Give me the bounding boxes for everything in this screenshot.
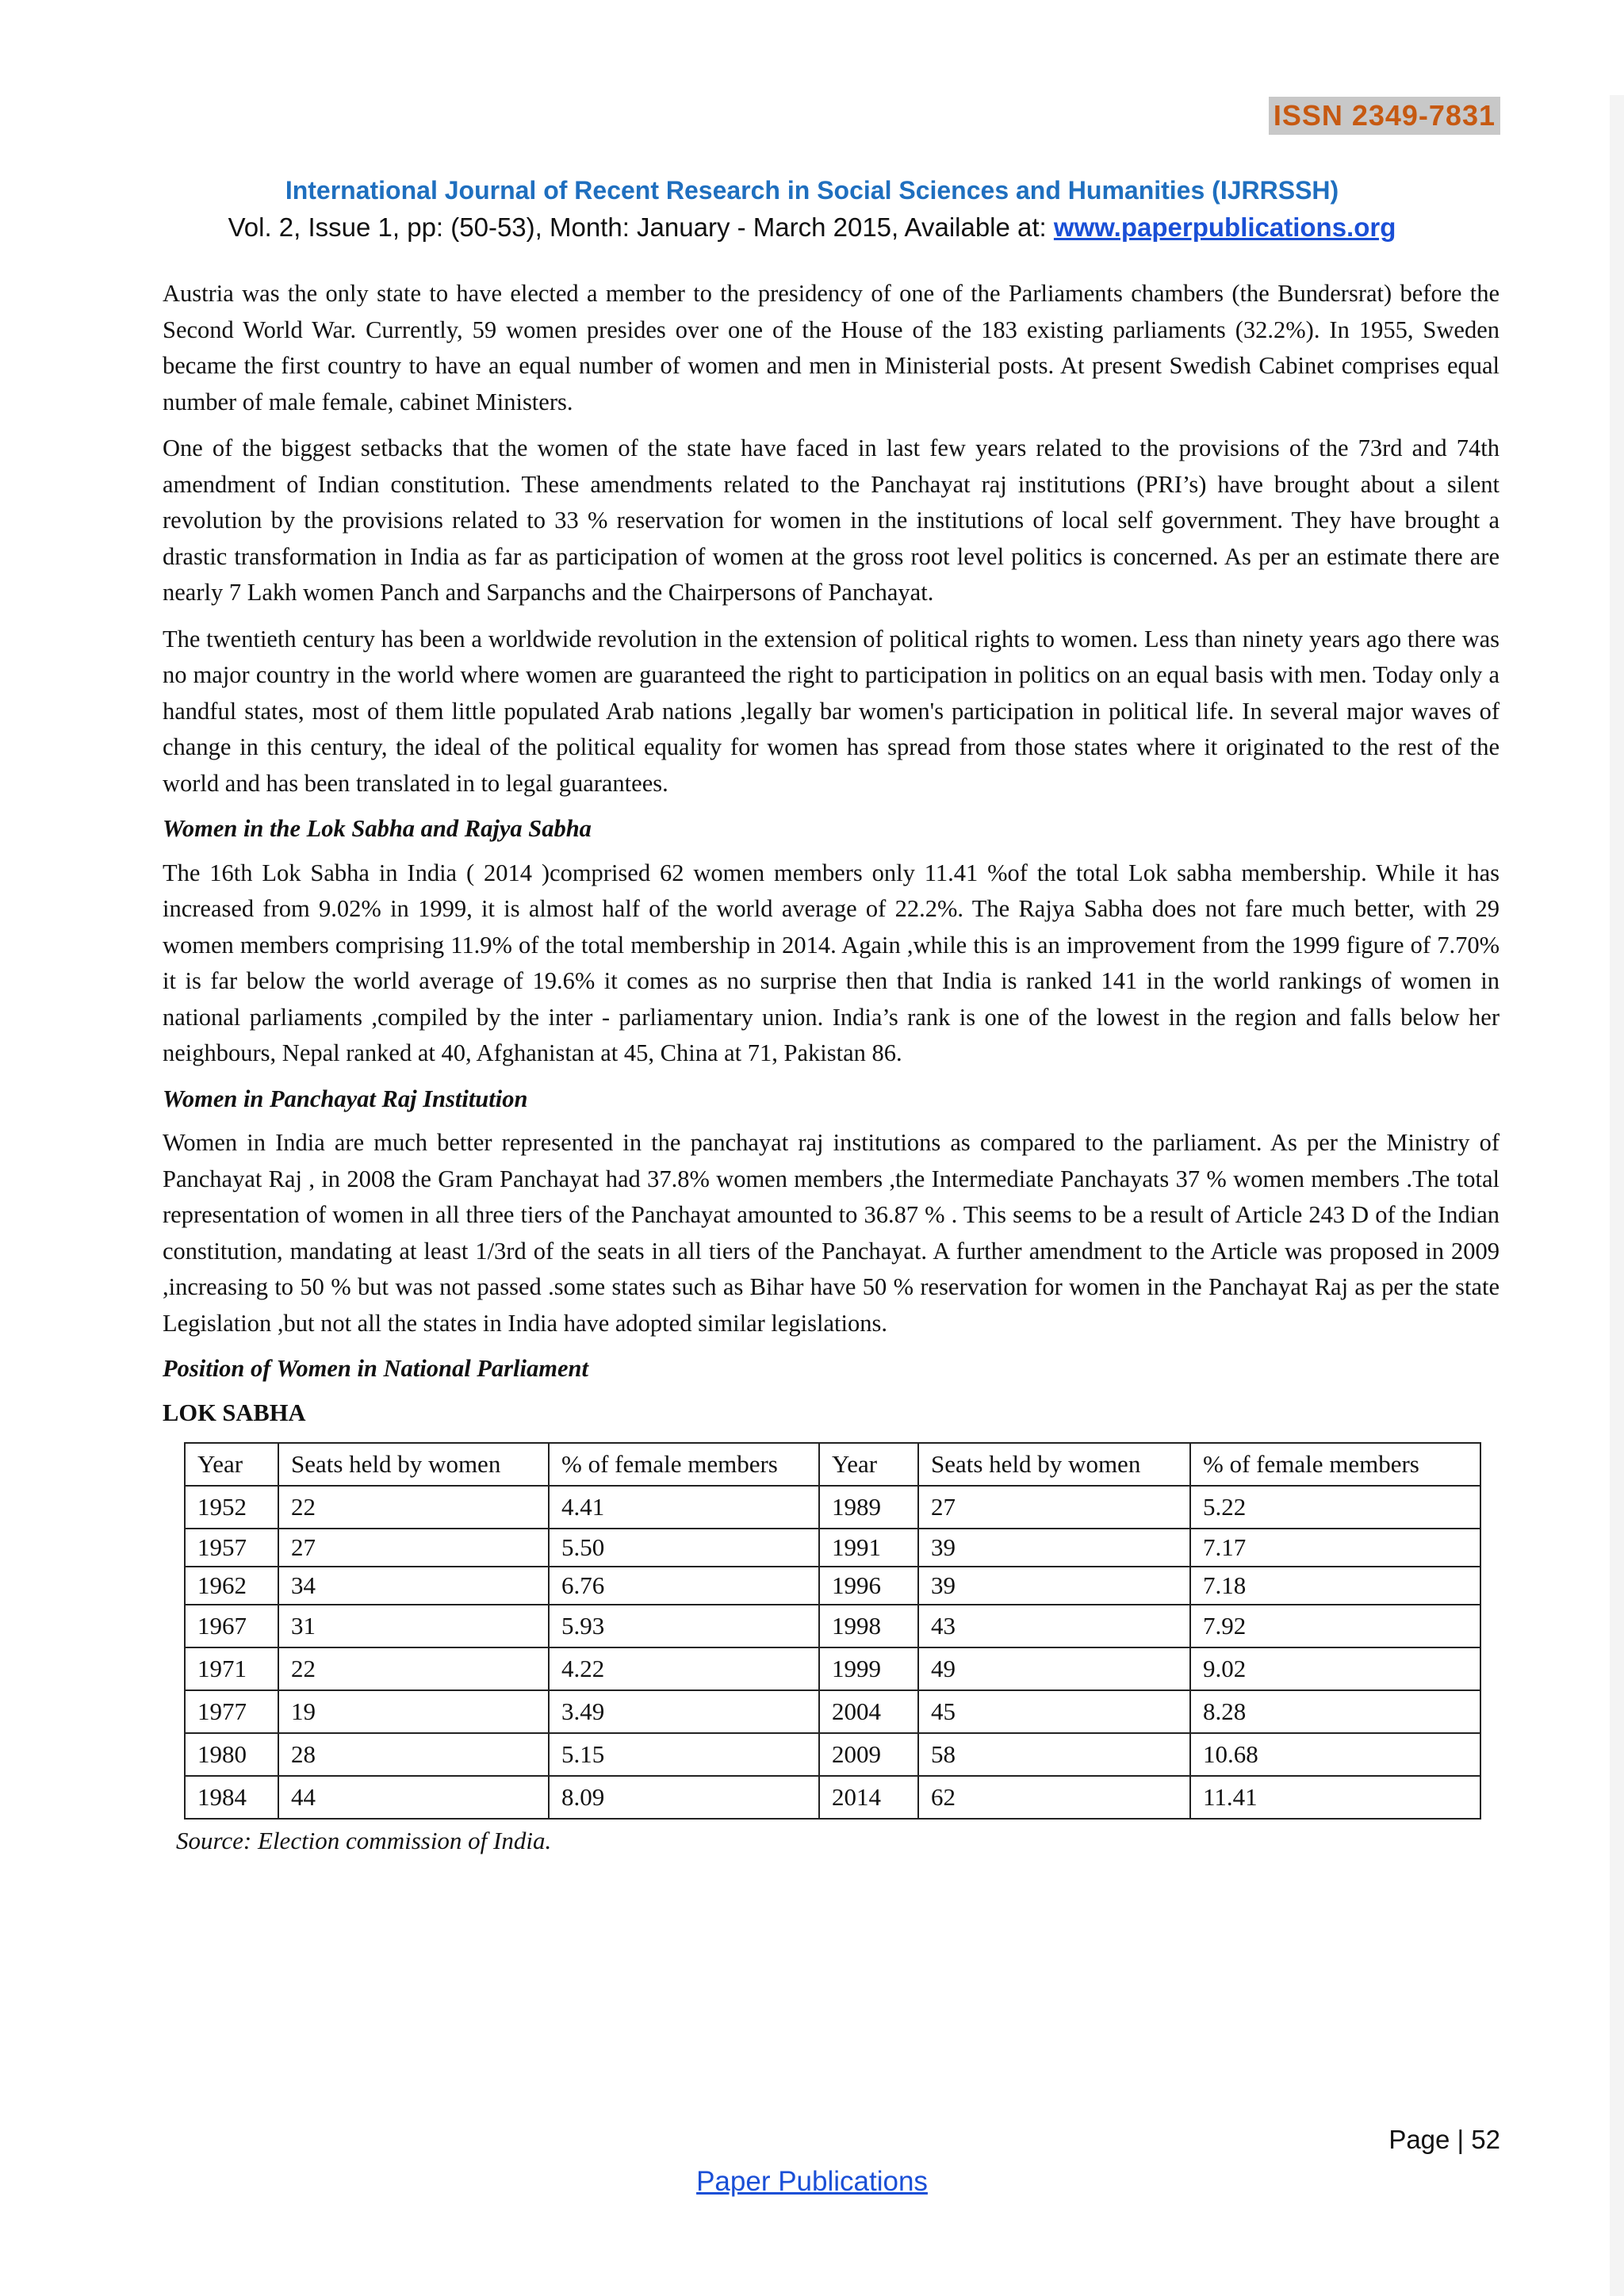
cell-year: 1971: [185, 1647, 278, 1690]
cell-seats: 27: [918, 1486, 1190, 1529]
cell-year: 1991: [819, 1529, 918, 1567]
cell-percent: 11.41: [1190, 1776, 1480, 1819]
paragraph-twentieth-century: The twentieth century has been a worldwide revolution in the extension of political rights to women. Less than ninety years ago there was no major country in the world where women are guaranteed the right to participation in politics on an equal basis with men. Today only a handful states, most of them little populated Arab nations ,legally bar women's participation in political life. In several major waves of change in this century, the ideal of the political equality for women has spread from those states where it originated to the rest of the world and has been translated in to legal guarantees.: [163, 625, 1500, 797]
cell-seats: 39: [918, 1529, 1190, 1567]
cell-year: 2014: [819, 1776, 918, 1819]
cell-year: 2004: [819, 1690, 918, 1733]
table-source: Source: Election commission of India.: [176, 1827, 552, 1854]
cell-year: 1977: [185, 1690, 278, 1733]
section-heading-panchayat: Women in Panchayat Raj Institution: [163, 1085, 528, 1112]
cell-year: 1957: [185, 1529, 278, 1567]
header-year: Year: [819, 1443, 918, 1486]
cell-percent: 7.92: [1190, 1605, 1480, 1647]
cell-year: 1980: [185, 1733, 278, 1776]
table-header-row: [185, 1443, 1480, 1486]
cell-percent: 9.02: [1190, 1647, 1480, 1690]
cell-seats: 22: [278, 1647, 549, 1690]
header-year: Year: [185, 1443, 278, 1486]
paragraph-panchayat: Women in India are much better represented in the panchayat raj institutions as compared to the parliament. As per the Ministry of Panchayat Raj , in 2008 the Gram Panchayat had 37.8% women members ,the Intermediate Panchayats 37 % women members .The total representation of women in all three tiers of the Panchayat amounted to 36.87 % . This seems to be a result of Article 243 D of the Indian constitution, mandating at least 1/3rd of the seats in all tiers of the Panchayat. A further amendment to the Article was proposed in 2009 ,increasing to 50 % but was not passed .some states such as Bihar have 50 % reservation for women in the Panchayat Raj as per the state Legislation ,but not all the states in India have adopted similar legislations.: [163, 1129, 1500, 1337]
issn-badge: ISSN 2349-7831: [1269, 97, 1500, 135]
article-body: [163, 276, 1500, 1859]
table-row: [185, 1690, 1480, 1733]
paragraph-lok-sabha: The 16th Lok Sabha in India ( 2014 )comprised 62 women members only 11.41 %of the total Lok sabha membership. While it has increased from 9.02% in 1999, it is almost half of the world average of 22.2%. The Rajya Sabha does not fare much better, with 29 women members comprising 11.9% of the total membership in 2014. Again ,while this is an improvement from the 1999 figure of 7.70% it is far below the world average of 19.6% it comes as no surprise then that India is ranked 141 in the world rankings of women in national parliaments ,compiled by the inter - parliamentary union. India’s rank is one of the lowest in the region and falls below her neighbours, Nepal ranked at 40, Afghanistan at 45, China at 71, Pakistan 86.: [163, 859, 1500, 1066]
cell-percent: 6.76: [549, 1567, 819, 1605]
cell-seats: 45: [918, 1690, 1190, 1733]
cell-seats: 49: [918, 1647, 1190, 1690]
publisher-link[interactable]: Paper Publications: [696, 2166, 928, 2197]
lok-sabha-table: [184, 1442, 1481, 1820]
cell-percent: 5.22: [1190, 1486, 1480, 1529]
cell-year: 1999: [819, 1647, 918, 1690]
cell-percent: 3.49: [549, 1690, 819, 1733]
cell-year: 1952: [185, 1486, 278, 1529]
cell-seats: 34: [278, 1567, 549, 1605]
cell-year: 2009: [819, 1733, 918, 1776]
cell-percent: 5.50: [549, 1529, 819, 1567]
cell-seats: 44: [278, 1776, 549, 1819]
cell-percent: 8.09: [549, 1776, 819, 1819]
cell-percent: 5.15: [549, 1733, 819, 1776]
paragraph-setbacks: One of the biggest setbacks that the women of the state have faced in last few years related to the provisions of the 73rd and 74th amendment of Indian constitution. These amendments related to the Panchayat raj institutions (PRI’s) have brought about a silent revolution by the provisions related to 33 % reservation for women in the institutions of local self government. They have brought a drastic transformation in India as far as participation of women at the gross root level politics is concerned. As per an estimate there are nearly 7 Lakh women Panch and Sarpanchs and the Chairpersons of Panchayat.: [163, 434, 1500, 606]
cell-seats: 39: [918, 1567, 1190, 1605]
header-seats: Seats held by women: [278, 1443, 549, 1486]
cell-year: 1967: [185, 1605, 278, 1647]
header-seats: Seats held by women: [918, 1443, 1190, 1486]
paragraph-austria: Austria was the only state to have elected a member to the presidency of one of the Parliaments chambers (the Bundersrat) before the Second World War. Currently, 59 women presides over one of the House of the 183 existing parliaments (32.2%). In 1955, Sweden became the first country to have an equal number of women and men in Ministerial posts. At present Swedish Cabinet comprises equal number of male female, cabinet Ministers.: [163, 280, 1500, 415]
table-title: LOK SABHA: [163, 1399, 306, 1426]
table-row: [185, 1605, 1480, 1647]
cell-seats: 31: [278, 1605, 549, 1647]
cell-seats: 19: [278, 1690, 549, 1733]
cell-seats: 43: [918, 1605, 1190, 1647]
page-edge-strip: [1610, 95, 1624, 2296]
volume-line: [0, 209, 1624, 246]
cell-percent: 8.28: [1190, 1690, 1480, 1733]
cell-year: 1989: [819, 1486, 918, 1529]
cell-seats: 58: [918, 1733, 1190, 1776]
cell-percent: 5.93: [549, 1605, 819, 1647]
header-percent: % of female members: [549, 1443, 819, 1486]
section-heading-lok-rajya-sabha: Women in the Lok Sabha and Rajya Sabha: [163, 815, 592, 842]
cell-year: 1962: [185, 1567, 278, 1605]
cell-year: 1998: [819, 1605, 918, 1647]
table-row: [185, 1529, 1480, 1567]
page-number: Page | 52: [1388, 2125, 1500, 2154]
cell-percent: 4.22: [549, 1647, 819, 1690]
table-row: [185, 1647, 1480, 1690]
cell-seats: 62: [918, 1776, 1190, 1819]
header-percent: % of female members: [1190, 1443, 1480, 1486]
journal-title: International Journal of Recent Research in Social Sciences and Humanities (IJRRSSH): [285, 176, 1339, 205]
table-row: [185, 1567, 1480, 1605]
cell-seats: 27: [278, 1529, 549, 1567]
cell-percent: 7.18: [1190, 1567, 1480, 1605]
cell-percent: 4.41: [549, 1486, 819, 1529]
website-link[interactable]: www.paperpublications.org: [1053, 212, 1396, 242]
volume-text: Vol. 2, Issue 1, pp: (50-53), Month: January - March 2015, Available at:: [228, 212, 1054, 242]
cell-percent: 7.17: [1190, 1529, 1480, 1567]
cell-year: 1996: [819, 1567, 918, 1605]
cell-year: 1984: [185, 1776, 278, 1819]
cell-seats: 22: [278, 1486, 549, 1529]
section-heading-national-parliament: Position of Women in National Parliament: [163, 1355, 588, 1382]
cell-percent: 10.68: [1190, 1733, 1480, 1776]
table-row: [185, 1733, 1480, 1776]
cell-seats: 28: [278, 1733, 549, 1776]
table-row: [185, 1486, 1480, 1529]
table-row: [185, 1776, 1480, 1819]
